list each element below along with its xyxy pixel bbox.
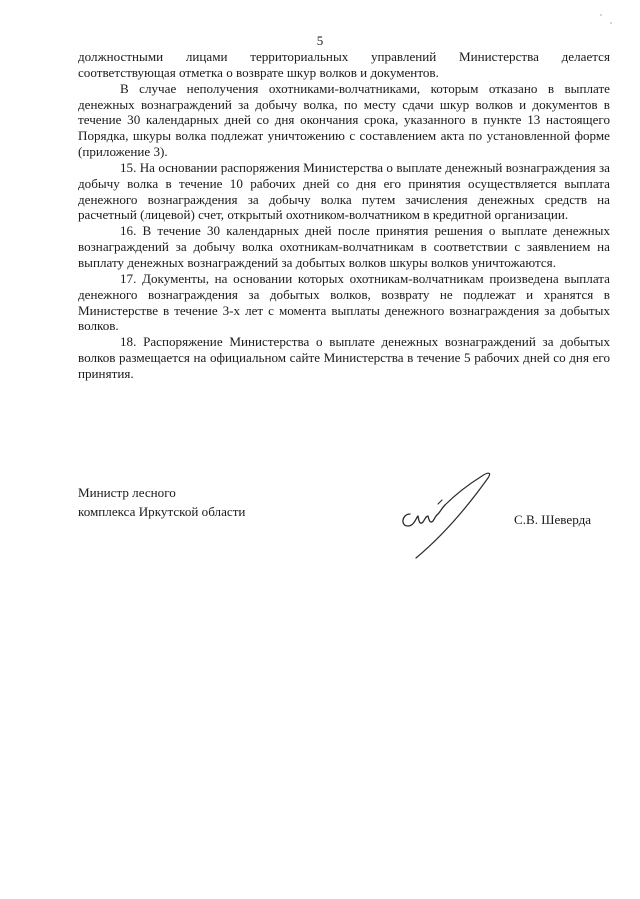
signatory-name: С.В. Шеверда [514, 512, 592, 527]
paragraph-continuation: должностными лицами территориальных управлений Министерства делается соответствующая отметка о возврате шкур волков и документов. [78, 49, 610, 80]
page-number: 5 [316, 33, 324, 48]
handwritten-signature [392, 470, 504, 562]
scan-speck [600, 14, 602, 16]
signatory-title [78, 483, 338, 521]
signatory-title-line-2: комплекса Иркутской области [78, 504, 246, 519]
signature-stroke-main [403, 505, 445, 526]
paragraph-non-receipt: В случае неполучения охотниками-волчатниками, которым отказано в выплате денежных вознаграждений за добычу волка, по месту сдачи шкур волков и документов в течение 30 календарных дней со дня окончания срока, указанного в пункте 13 настоящего Порядка, шкуры волка подлежат уничтожению с составлением акта по установленной форме (приложение 3). [78, 80, 610, 160]
document-body [78, 49, 610, 382]
paragraph-item-17: 17. Документы, на основании которых охотникам-волчатникам произведена выплата денежного вознаграждения за добытых волков, возврату не подлежат и хранятся в Министерстве в течение 3-х лет с момента выплаты денежного вознаграждения за добытых волков. [78, 270, 610, 334]
signature-stroke-tick [438, 500, 442, 504]
paragraph-item-16: 16. В течение 30 календарных дней после принятия решения о выплате денежных вознаграждений за добычу волка охотникам-волчатникам в соответствии с заявлением на выплату денежных вознаграждений за добытых волков шкуры волков уничтожаются. [78, 223, 610, 270]
paragraph-item-15: 15. На основании распоряжения Министерства о выплате денежный вознаграждения за добычу волка в течение 10 рабочих дней со дня его принятия осуществляется выплата денежного вознаграждения за добычу волка путем зачисления денежных средств на расчетный (лицевой) счет, открытый охотником-волчатником в кредитной организации. [78, 159, 610, 223]
signatory-title-line-1: Министр лесного [78, 485, 176, 500]
scan-speck [610, 22, 612, 24]
paragraph-item-18: 18. Распоряжение Министерства о выплате денежных вознаграждений за добытых волков размещается на официальном сайте Министерства в течение 5 рабочих дней со дня его принятия. [78, 334, 610, 381]
